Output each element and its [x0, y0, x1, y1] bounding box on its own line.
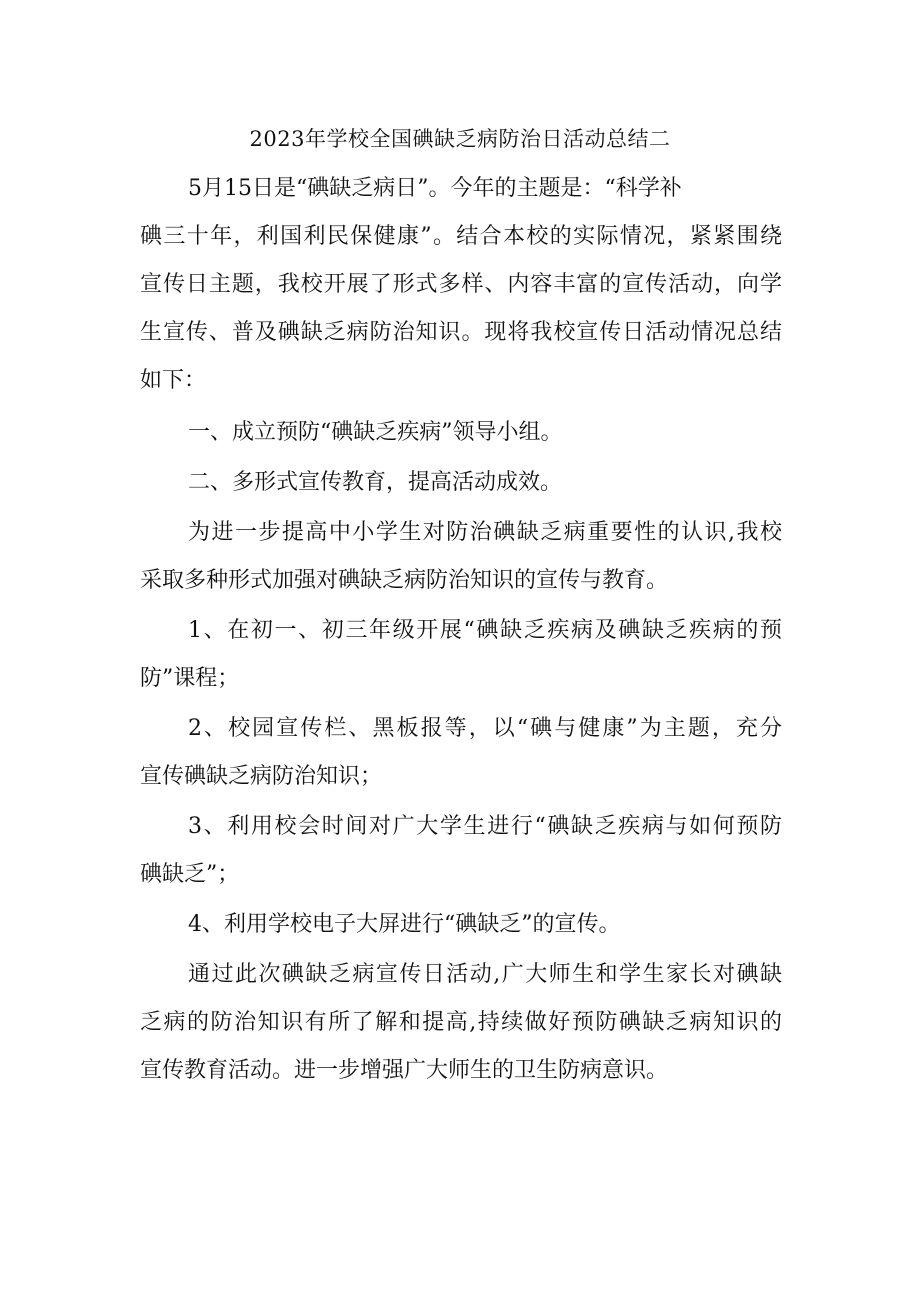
paragraph-line: 为进一步提高中小学生对防治碘缺乏病重要性的认识,我校 — [188, 520, 782, 545]
document-title: 2023年学校全国碘缺乏病防治日活动总结二 — [249, 127, 671, 151]
paragraph-line: 宣传教育活动。进一步增强广大师生的卫生防病意识。 — [140, 1058, 669, 1083]
paragraph-line: 1、在初一、初三年级开展“碘缺乏疾病及碘缺乏疾病的预 — [188, 618, 782, 643]
paragraph-line: 采取多种形式加强对碘缺乏病防治知识的宣传与教育。 — [140, 568, 669, 593]
paragraph-line: 二、多形式宣传教育，提高活动成效。 — [188, 470, 563, 495]
paragraph-line: 宣传日主题，我校开展了形式多样、内容丰富的宣传活动，向学 — [140, 272, 782, 297]
paragraph-line: 宣传碘缺乏病防治知识； — [140, 764, 383, 789]
paragraph-line: 防”课程； — [140, 666, 240, 691]
paragraph-line: 碘缺乏”； — [140, 862, 240, 887]
paragraph-line: 生宣传、普及碘缺乏病防治知识。现将我校宣传日活动情况总结 — [140, 320, 782, 345]
paragraph-line: 如下： — [140, 368, 207, 393]
paragraph-line: 3、利用校会时间对广大学生进行“碘缺乏疾病与如何预防 — [188, 814, 782, 839]
paragraph-line: 通过此次碘缺乏病宣传日活动,广大师生和学生家长对碘缺 — [188, 962, 782, 987]
paragraph-line: 一、成立预防“碘缺乏疾病”领导小组。 — [188, 420, 563, 445]
paragraph-line: 2、校园宣传栏、黑板报等，以“碘与健康”为主题，充分 — [188, 716, 782, 741]
paragraph-line: 碘三十年，利国利民保健康”。结合本校的实际情况，紧紧围绕 — [140, 224, 782, 249]
paragraph-line: 乏病的防治知识有所了解和提高,持续做好预防碘缺乏病知识的 — [140, 1010, 782, 1035]
paragraph-line: 5月15日是“碘缺乏病日”。今年的主题是：“科学补 — [188, 176, 682, 201]
paragraph-line: 4、利用学校电子大屏进行“碘缺乏”的宣传。 — [188, 912, 621, 937]
